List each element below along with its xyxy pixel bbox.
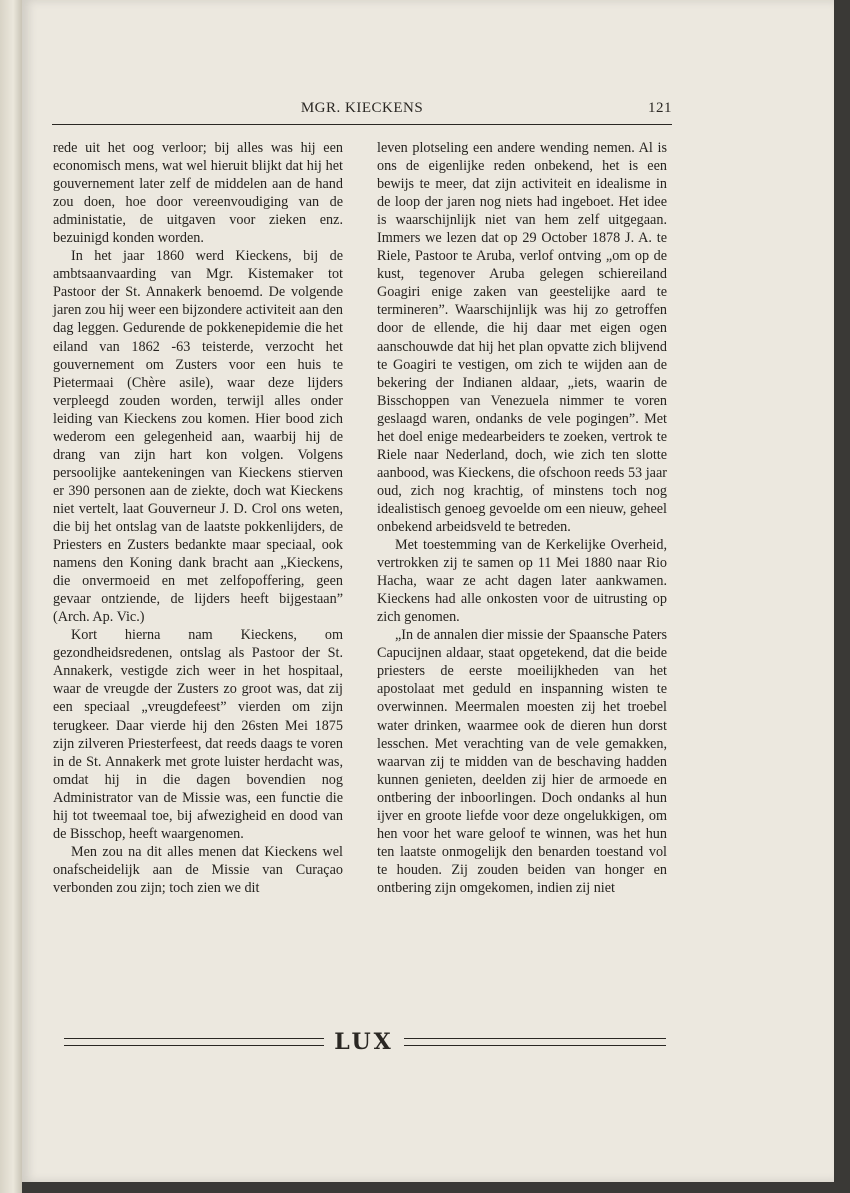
running-title: MGR. KIECKENS [300,100,424,116]
previous-page-edge [0,0,22,1193]
header-rule [52,124,672,125]
footer-rule-left [64,1038,324,1046]
left-column [53,139,343,897]
paragraph: Kort hierna nam Kieckens, om gezondheidsredenen, ontslag als Pastoor der St. Annakerk, vestigde zich weer in het hospitaal, waar de vreugde der Zusters zo groot was, dat zij een speciaal „vreugdefeest” vierden om zijn terugkeer. Daar vierde hij den 26sten Mei 1875 zijn zilveren Priesterfeest, dat reeds daags te voren in de St. Annakerk met grote luister herdacht was, omdat hij in die dagen bovendien nog Administrator van de Missie was, een functie die hij tot tweemaal toe, bij afwezigheid en dood van de Bisschop, heeft waargenomen. [53,627,343,842]
footer-ornament [52,1029,672,1059]
right-column [377,139,667,897]
paragraph: In het jaar 1860 werd Kieckens, bij de ambtsaanvaarding van Mgr. Kistemaker tot Pastoor der St. Annakerk benoemd. De volgende jaren zou hij weer een bijzondere activiteit aan den dag leggen. Gedurende de pokkenepidemie die het eiland van 1862 -63 teisterde, verzocht het gouvernement om Zusters voor een huis te Pietermaai (Chère asile), waar deze lijders verpleegd zouden worden, terwijl alles onder leiding van Kieckens zou komen. Hier bood zich wederom een gelegenheid aan, waarbij hij de drang van zijn hart kon volgen. Volgens persoolijke aantekeningen van Kieckens stierven er 390 personen aan de ziekte, doch wat Kieckens niet vertelt, laat Gouverneur J. D. Crol ons weten, die bij het ontslag van de laatste pokkenlijders, de Priesters en Zusters bedankte maar speciaal, ook namens den Koning dank bracht aan „Kieckens, die onvermoeid en met zelfopoffering, geen gevaar ontziende, de lijders heeft bijgestaan” (Arch. Ap. Vic.) [53,248,343,626]
page-number: 121 [648,100,672,116]
paragraph: Met toestemming van de Kerkelijke Overheid, vertrokken zij te samen op 11 Mei 1880 naar Rio Hacha, waar ze acht dagen later aankwamen. Kieckens had alle onkosten voor de uitrusting op zich genomen. [377,537,667,626]
footer-rule-right [404,1038,666,1046]
paragraph: Men zou na dit alles menen dat Kieckens wel onafscheidelijk aan de Missie van Curaçao verbonden zou zijn; toch zien we dit [53,843,343,896]
paragraph: „In de annalen dier missie der Spaansche Paters Capucijnen aldaar, staat opgetekend, dat die beide priesters de eerste moeilijkheden van het apostolaat met geduld en inspanning wisten te overwinnen. Meermalen moesten zij het troebel water drinken, waarmee ook de dieren hun dorst lesschen. Met verachting van de vele gemakken, waarvan zij te midden van de beschaving hadden kunnen genieten, deelden zij hier de armoede en ontbering der inboorlingen. Doch ondanks al hun ijver en groote liefde voor deze ongelukkigen, om hen voor het ware geloof te winnen, was het hun ten laatste onmogelijk den benarden toestand vol te houden. Zij zouden beiden van honger en ontbering zijn omgekomen, indien zij niet [377,627,667,896]
paragraph: rede uit het oog verloor; bij alles was hij een economisch mens, wat wel hieruit blijkt dat hij het gouvernement later zelf de middelen aan de hand zou doen, hoe door vereenvoudiging van de administatie, de uitgaven voor zieken enz. bezuinigd konden worden. [53,140,343,247]
paragraph: leven plotseling een andere wending nemen. Al is ons de eigenlijke reden onbekend, het is een bewijs te meer, dat zijn activiteit en idealisme in de loop der jaren nog niets had ingeboet. Het idee is waarschijnlijk niet van hem zelf uitgegaan. Immers we lezen dat op 29 October 1878 J. A. te Riele, Pastoor te Aruba, verlof ontving „om op de kust, tegenover Aruba gelegen schiereiland Goagiri enige zaken van geestelijke aard te termineren”. Waarschijnlijk was hij zo getroffen door de ellende, die hij daar met eigen ogen aanschouwde dat hij het plan opvatte zich blijvend te Goagiri te vestigen, om zich te wijden aan de bekering der Indianen aldaar, „iets, waarin de Bisschoppen van Venezuela nimmer te voren geslaagd waren, ondanks de vele pogingen”. Met het doel enige medearbeiders te zoeken, vertrok te Riele naar Nederland, doch, wie zich ten slotte aanbood, was Kieckens, die ofschoon reeds 53 jaar oud, zich nog krachtig, of minstens toch nog idealistisch genoeg gevoelde om een nieuw, geheel onbekend arbeidsveld te betreden. [377,140,667,535]
lux-logo: LUX [334,1029,394,1055]
running-header [52,100,672,120]
